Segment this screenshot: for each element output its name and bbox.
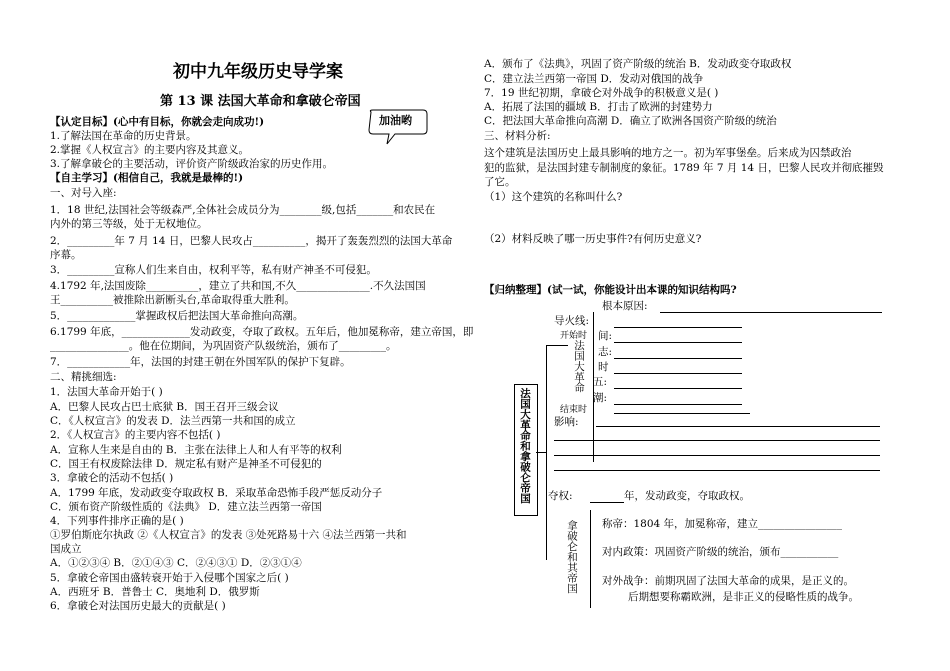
map-label: 结束时 [560,405,588,415]
question-line: 5．拿破仑帝国由盛转衰开始于入侵哪个国家之后( ) [50,572,289,584]
map-label: 五: [593,376,608,388]
material-question: （1）这个建筑的名称叫什么? [484,191,623,203]
fill-line: 序幕。 [50,249,82,261]
goal-item: 1.了解法国在革命的历史背景。 [50,130,197,142]
material-text: 这个建筑是法国历史上最具影响的地方之一。初为军事堡垒。后来成为囚禁政治 [484,147,852,159]
fill-line: 7．____________年，法国的封建王朝在外国军队的保护下复辟。 [50,356,351,368]
material-text: 了它。 [484,176,516,188]
question-line: 7．19 世纪初期，拿破仑对外战争的积极意义是( ) [484,87,719,99]
fill-line: 5．_____________掌握政权后把法国大革命推向高潮。 [50,310,304,322]
map-label: 对外战争：前期巩固了法国大革命的成果，是正义的。 [602,575,854,587]
branch-label: 拿破仑和其帝国 [566,520,578,594]
fill-line: 1．18 世纪,法国社会等级森严,全体社会成员分为________级,包括_______和农民在 [50,204,436,216]
root-label: 法国大革命和拿破仑帝国 [519,388,531,504]
section-heading: 三、材料分析: [484,130,551,142]
lesson-title: 第 13 课 法国大革命和拿破仑帝国 [160,94,361,109]
question-line: C．《人权宣言》的发表 D．法兰西第一共和国的成立 [50,415,296,427]
map-label: 对内政策：巩固资产阶级的统治，颁布___________ [602,546,839,558]
map-label: 间: [598,330,613,342]
map-label: 时 [598,361,609,373]
question-line: C．把法国大革命推向高潮 D．确立了欧洲各国资产阶级的统治 [484,115,777,127]
fill-line: 3．_________宣称人们生来自由，权利平等，私有财产神圣不可侵犯。 [50,264,377,276]
question-line: A．颁布了《法典》，巩固了资产阶级的统治 B．发动政变夺取政权 [484,58,792,70]
question-line: A．1799 年底，发动政变夺取政权 B．采取革命恐怖手段严惩反动分子 [50,487,383,499]
map-label: 夺权: [548,490,573,502]
fill-line: 2．_________年 7 月 14 日，巴黎人民攻占__________，揭开了轰轰烈烈的法国大革命 [50,235,453,247]
goal-item: 2.掌握《人权宣言》的主要内容及其意义。 [50,144,250,156]
map-label: 根本原因: [602,300,648,312]
material-text: 犯的监狱，是法国封建专制制度的象征。1789 年 7 月 14 日，巴黎人民攻并彻底摧毁 [484,162,884,174]
map-label: 志: [598,346,613,358]
map-label: 导火线: [554,315,590,327]
question-line: A．拓展了法国的疆域 B．打击了欧洲的封建势力 [484,101,713,113]
branch-label: 法国大革命 [573,340,585,393]
question-line: 1．法国大革命开始于( ) [50,386,163,398]
goals-header: 【认定目标】(心中有目标，你就会走向成功!) [50,116,265,128]
question-line: A．西班牙 B．普鲁士 C．奥地利 D．俄罗斯 [50,586,260,598]
page-title: 初中九年级历史导学案 [173,62,343,82]
map-label: 年，发动政变，夺取政权。 [624,490,750,502]
fill-line: _______________。他在位期间，为巩固资产队级统治，颁布了_________。 [50,340,397,352]
encouragement-badge [365,108,431,148]
question-line: 3．拿破仑的活动不包括( ) [50,472,174,484]
question-line: C．颁布资产阶级性质的《法典》 D．建立法兰西第一帝国 [50,501,322,513]
question-line: 国成立 [50,543,82,555]
question-line: ①罗伯斯庇尔执政 ②《人权宣言》的发表 ③处死路易十六 ④法兰西第一共和 [50,529,407,541]
question-line: C．建立法兰西第一帝国 D．发动对俄国的战争 [484,73,704,85]
map-label: 影响: [554,416,579,428]
question-line: 4．下列事件排序正确的是( ) [50,515,184,527]
question-line: 2．《人权宣言》的主要内容不包括( ) [50,429,221,441]
fill-line: 4.1792 年,法国废除__________，建立了共和国,不久______________.不久法国国 [50,280,426,292]
question-line: A．宣称人生来是自由的 B．主张在法律上人和人有平等的权利 [50,444,342,456]
map-label: 潮: [593,392,608,404]
section-heading: 一、对号入座: [50,187,117,199]
goal-item: 3.了解拿破仑的主要活动，评价资产阶级政治家的历史作用。 [50,158,334,170]
fill-line: 内外的第三等级，处于无权地位。 [50,218,208,230]
question-line: A．巴黎人民攻占巴士底狱 B．国王召开三级会议 [50,401,279,413]
question-line: C．国王有权废除法律 D．规定私有财产是神圣不可侵犯的 [50,458,322,470]
material-question: （2）材料反映了哪一历史事件?有何历史意义? [484,233,702,245]
map-label: 后期想要称霸欧洲，是非正义的侵略性质的战争。 [628,591,859,603]
section-heading: 二、精挑细选: [50,371,117,383]
fill-line: 王__________被推除出新断头台,革命取得重大胜利。 [50,294,295,306]
question-line: A．①②③④ B．②①④③ C．②④③① D．②③①④ [50,557,302,569]
map-label: 称帝：1804 年，加冕称帝，建立________________ [602,518,843,530]
question-line: 6．拿破仑对法国历史最大的贡献是( ) [50,600,226,612]
badge-text: 加油哟 [379,114,412,127]
self-study-header: 【自主学习】(相信自己，我就是最棒的!) [50,172,244,184]
map-label: 开始时 [560,331,588,341]
summary-header: 【归纳整理】(试一试，你能设计出本课的知识结构吗? [484,284,737,296]
fill-line: 6.1799 年底，_____________发动政变，夺取了政权。五年后，他加冕称帝，建立帝国，即 [50,326,474,338]
